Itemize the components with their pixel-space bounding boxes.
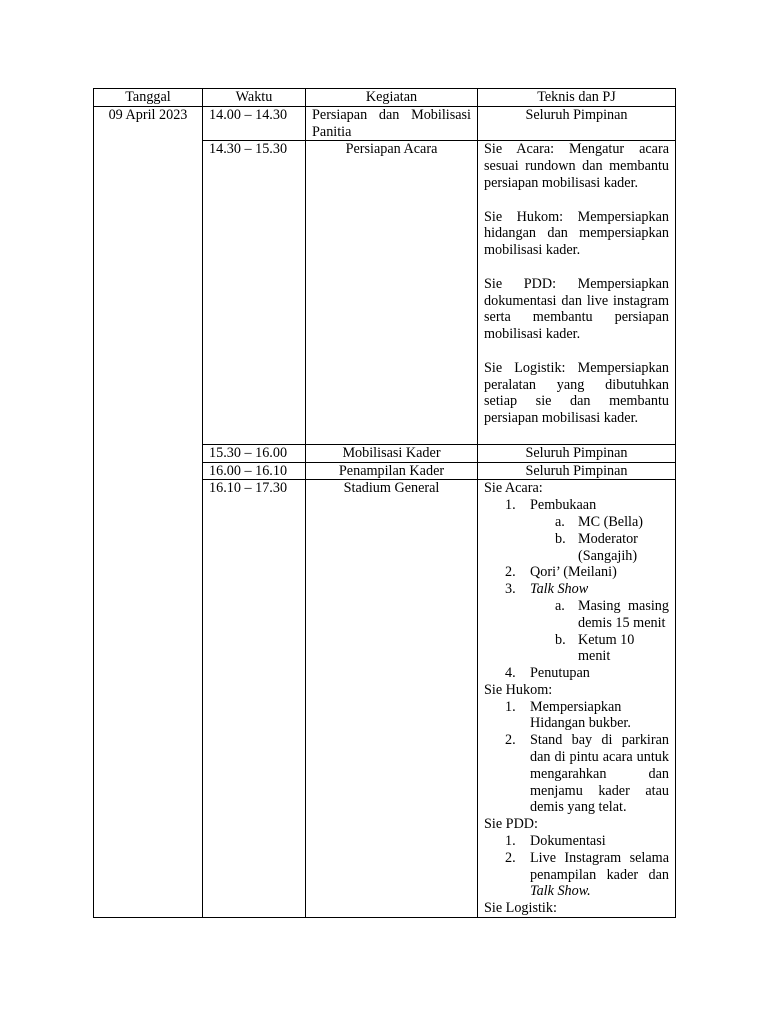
list-item — [505, 564, 669, 581]
sie-acara-list — [484, 497, 669, 682]
waktu-cell: 14.00 – 14.30 — [203, 106, 306, 141]
sie-hukom-label: Sie Hukom: — [484, 681, 553, 698]
kegiatan-line: Panitia — [312, 123, 352, 140]
list-letter: b. — [555, 530, 566, 547]
sie-logistik-label: Sie Logistik: — [484, 900, 557, 917]
list-text: Moderator (Sangajih) — [578, 530, 638, 564]
sie-pdd-list — [484, 833, 669, 900]
list-number: 3. — [505, 581, 516, 598]
list-item — [555, 597, 669, 632]
teknis-cell — [478, 480, 676, 918]
kegiatan-cell: Stadium General — [306, 480, 478, 918]
teknis-cell: Seluruh Pimpinan — [478, 106, 676, 141]
list-item — [505, 665, 669, 682]
list-number: 2. — [505, 732, 516, 749]
teknis-cell: Seluruh Pimpinan — [478, 444, 676, 462]
list-text: Qori’ (Meilani) — [530, 564, 617, 581]
waktu-cell: 16.00 – 16.10 — [203, 462, 306, 480]
sie-hukom-list — [484, 699, 669, 817]
list-number: 4. — [505, 665, 516, 682]
table-row — [94, 106, 676, 141]
table-header-row — [94, 89, 676, 107]
header-waktu: Waktu — [203, 89, 306, 107]
header-teknis: Teknis dan PJ — [478, 89, 676, 107]
header-tanggal: Tanggal — [94, 89, 203, 107]
list-number: 2. — [505, 849, 516, 866]
list-text: Dokumentasi — [530, 833, 606, 850]
list-item — [505, 581, 669, 665]
schedule-table — [93, 88, 676, 918]
list-text: Penutupan — [530, 665, 590, 682]
list-item — [505, 698, 669, 733]
list-text: Ketum 10 menit — [578, 631, 635, 665]
teknis-cell: Seluruh Pimpinan — [478, 462, 676, 480]
teknis-cell — [478, 141, 676, 444]
list-letter: a. — [555, 513, 565, 530]
waktu-cell: 16.10 – 17.30 — [203, 480, 306, 918]
list-number: 1. — [505, 833, 516, 850]
waktu-cell: 14.30 – 15.30 — [203, 141, 306, 444]
date-cell: 09 April 2023 — [94, 106, 203, 917]
list-text: Pembukaan — [530, 497, 597, 514]
header-kegiatan: Kegiatan — [306, 89, 478, 107]
list-text: Mempersiapkan Hidangan bukber. — [530, 698, 631, 732]
teknis-paragraph: Sie PDD: Mempersiapkan dokumentasi dan live instagram serta membantu persiapan mobilisasi kader. — [484, 275, 669, 343]
kegiatan-cell: Penampilan Kader — [306, 462, 478, 480]
list-number: 1. — [505, 698, 516, 715]
sub-list — [530, 598, 669, 665]
list-item — [505, 497, 669, 564]
list-item — [555, 530, 669, 565]
list-letter: b. — [555, 631, 566, 648]
list-item — [555, 631, 669, 666]
list-letter: a. — [555, 597, 565, 614]
teknis-paragraph: Sie Hukom: Mempersiapkan hidangan dan mempersiapkan mobilisasi kader. — [484, 208, 669, 259]
waktu-cell: 15.30 – 16.00 — [203, 444, 306, 462]
list-item — [505, 849, 669, 900]
list-number: 2. — [505, 564, 516, 581]
list-text: Masing masing demis 15 menit — [578, 597, 669, 631]
list-text: Talk Show — [530, 581, 589, 598]
list-item — [505, 732, 669, 816]
kegiatan-line: Persiapan dan Mobilisasi — [312, 106, 471, 123]
teknis-paragraph: Sie Logistik: Mempersiapkan peralatan yang dibutuhkan setiap sie dan membantu persiapan mobilisasi kader. — [484, 359, 669, 427]
list-number: 1. — [505, 497, 516, 514]
list-text: Live Instagram selama penampilan kader dan — [530, 849, 669, 883]
kegiatan-cell: Mobilisasi Kader — [306, 444, 478, 462]
sie-acara-label: Sie Acara: — [484, 480, 543, 497]
teknis-paragraph: Sie Acara: Mengatur acara sesuai rundown dan membantu persiapan mobilisasi kader. — [484, 141, 669, 191]
kegiatan-cell: Persiapan Acara — [306, 141, 478, 444]
list-text-italic: Talk Show — [530, 883, 588, 900]
kegiatan-cell — [306, 106, 478, 141]
sie-pdd-label: Sie PDD: — [484, 816, 538, 833]
list-text: Stand bay di parkiran dan di pintu acara untuk mengarahkan dan menjamu kader atau demis yang telat. — [530, 732, 669, 816]
sub-list — [530, 514, 669, 564]
list-text: MC (Bella) — [578, 513, 644, 530]
list-item — [505, 833, 669, 850]
list-text-period: . — [587, 883, 591, 900]
list-item — [555, 513, 669, 531]
